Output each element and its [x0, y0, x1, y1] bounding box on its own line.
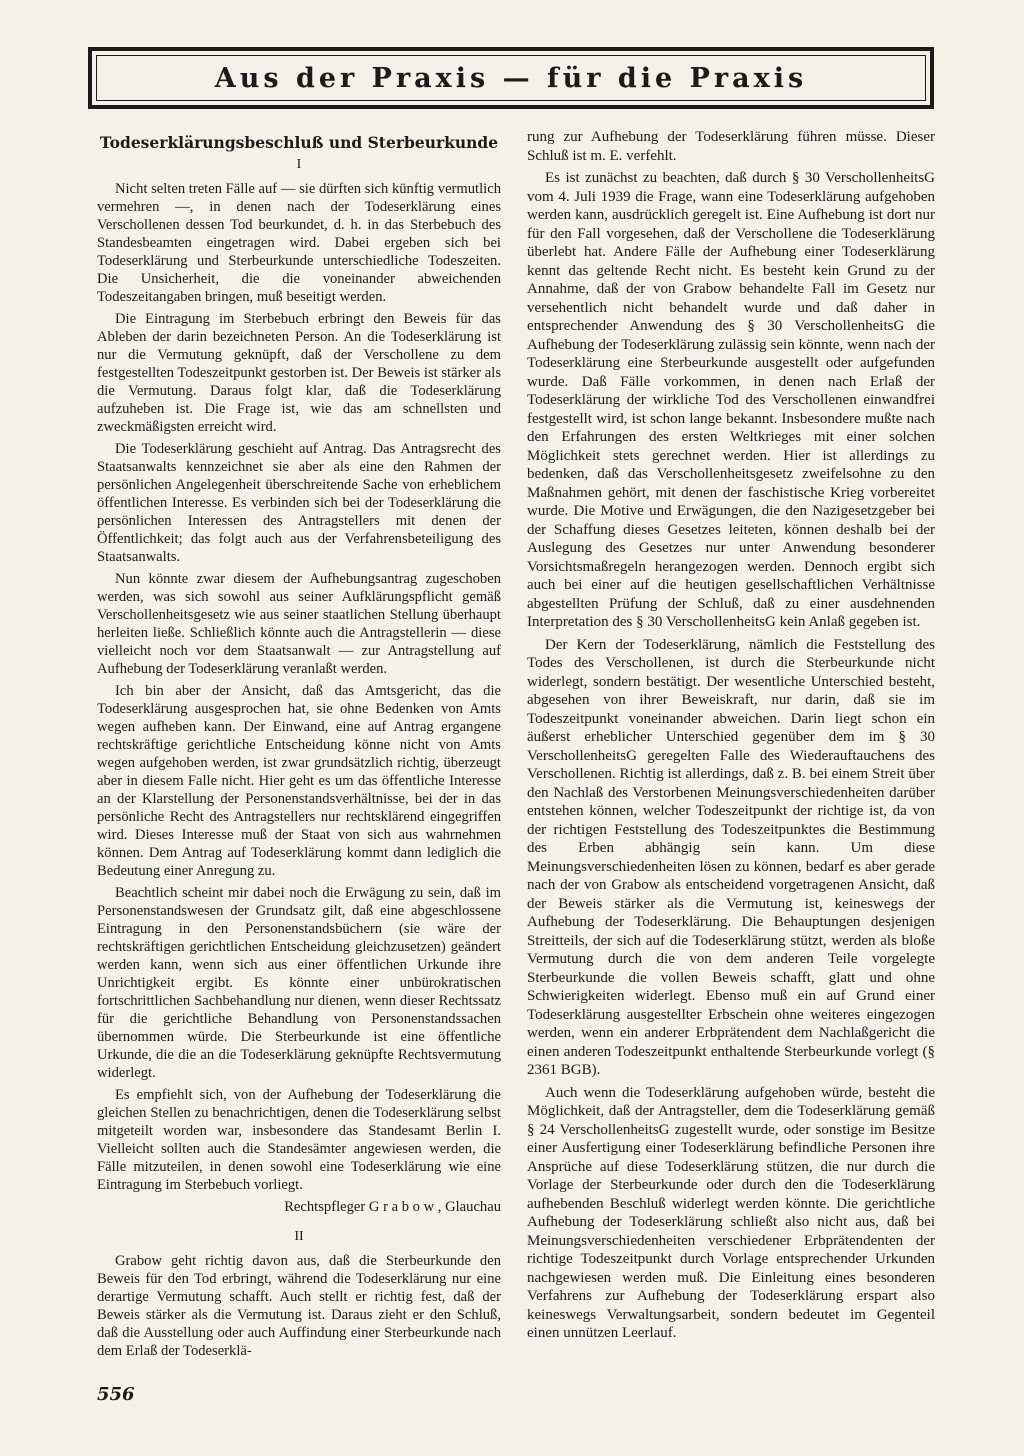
paragraph-continuation: rung zur Aufhebung der Todeserklärung führen müsse. Dieser Schluß ist m. E. verfehlt. [527, 129, 935, 164]
section-header-title: Aus der Praxis — für die Praxis [214, 62, 808, 94]
paragraph: Ich bin aber der Ansicht, daß das Amtsgericht, das die Todeserklärung ausgesprochen hat, sie ohne Bedenken von Amts wegen aufheben kann. Der Einwand, eine auf Antrag ergangene rechtskräftige gerichtliche Entscheidung könne nicht von Amts wegen aufgehoben werden, ist zwar grundsätzlich richtig, überzeugt aber in diesem Falle nicht. Hier geht es um das öffentliche Interesse an der Klarstellung der Personenstandsverhältnisse, bei der in das persönliche Recht des Antragstellers nur rechtsklärend eingegriffen wird. Dieses Interesse muß der Staat von sich aus wahrnehmen können. Dem Antrag auf Todeserklärung kommt dann lediglich die Bedeutung einer Anregung zu. [97, 683, 501, 879]
paragraph: Der Kern der Todeserklärung, nämlich die Feststellung des Todes des Verschollenen, ist durch die Sterbeurkunde nicht widerlegt, sondern bestätigt. Der wesentliche Unterschied besteht, abgesehen von ihrer Beweiskraft, nur darin, daß sie im Todeszeitpunkt voneinander abweichen. Darin liegt schon ein äußerst erheblicher Unterschied gegenüber dem im § 30 VerschollenheitsG geregelten Falle des Wiederauftauchens des Verschollenen. Richtig ist allerdings, daß z. B. bei einem Streit über den Nachlaß des Verstorbenen Meinungsverschiedenheiten darüber entstehen können, welcher Todeszeitpunkt der richtige ist, da von der richtigen Feststellung des Todeszeitpunktes die Bestimmung des Erben abhängig sein kann. Um diese Meinungsverschiedenheiten lösen zu können, bedarf es aber gerade nach der von Grabow als entscheidend vorgetragenen Ansicht, daß der Beweis stärker als die Vermutung ist, keineswegs der Aufhebung der Todeserklärung. Die Behauptungen desjenigen Streitteils, der sich auf die Todeserklärung stützt, werden als bloße Vermutung durch die von dem anderen Teile vorgelegte Sterbeurkunde die vollen Beweis schafft, glatt und ohne Schwierigkeiten widerlegt. Ebenso muß ein auf Grund einer Todeserklärung ausgestellter Erbschein ohne weiteres eingezogen werden, wenn ein anderer Erbprätendent dem Nachlaßgericht die einen anderen Todeszeitpunkt enthaltende Sterbeurkunde vorlegt (§ 2361 BGB). [527, 636, 935, 1078]
part-two-label: II [294, 1229, 304, 1244]
paragraph: Es ist zunächst zu beachten, daß durch § 30 VerschollenheitsG vom 4. Juli 1939 die Frage, wann eine Todeserklärung aufgehoben werden kann, ausdrücklich geregelt ist. Eine Aufhebung ist dort nur für den Fall vorgesehen, daß der Verschollene die Todeserklärung überlebt hat. Andere Fälle der Aufhebung einer Todeserklärung kennt das geltende Recht nicht. Es besteht kein Grund zu der Annahme, daß der von Grabow behandelte Fall im Gesetz nur versehentlich nicht behandelt wurde und daß daher in entsprechender Anwendung des § 30 VerschollenheitsG die Aufhebung der Todeserklärung zulässig sein könnte, wenn nach der Todeserklärung eine Sterbeurkunde ausgestellt oder aufgefunden wurde. Daß Fälle vorkommen, in denen nach Erlaß der Todeserklärung der wirkliche Tod des Verschollenen einwandfrei festgestellt wird, ist schon lange bekannt. Insbesondere mußte nach den Erfahrungen des ersten Weltkrieges mit einer solchen Möglichkeit stets gerechnet werden. Hier ist allerdings zu bedenken, daß das Verschollenheitsgesetz zweifelsohne zu den Maßnahmen gehört, mit denen der faschistische Krieg vorbereitet wurde. Die Motive und Erwägungen, die den Nazigesetzgeber bei der Schaffung dieses Gesetzes leiteten, können deshalb bei der Auslegung des Gesetzes nur unter Anwendung besonderer Vorsichtsmaßregeln herangezogen werden. Dennoch ergibt sich auch bei einer auf die heutigen gesellschaftlichen Verhältnisse abgestellten Prüfung der Schluß, daß zu einer ausdehnenden Interpretation des § 30 VerschollenheitsG kein Anlaß gegeben ist. [527, 170, 935, 630]
paragraph: Grabow geht richtig davon aus, daß die Sterbeurkunde den Beweis für den Tod erbringt, während die Todeserklärung nur eine derartige Vermutung schafft. Auch stellt er richtig fest, daß der Beweis stärker als die Vermutung ist. Daraus zieht er den Schluß, daß die Ausstellung oder auch Auffindung einer Sterbeurkunde nach dem Erlaß der Todeserklä- [97, 1253, 501, 1359]
section-header-box [88, 47, 934, 109]
right-column [527, 128, 935, 1347]
paragraph: Beachtlich scheint mir dabei noch die Erwägung zu sein, daß im Personenstandswesen der Grundsatz gilt, daß eine abgeschlossene Eintragung in den Personenstandsbüchern (sie wäre der rechtskräftigen gerichtlichen Entscheidung gleichzusetzen) geändert werden kann, wenn sich aus einer öffentlichen Urkunde ihre Unrichtigkeit ergibt. Es könnte einer unbürokratischen fortschrittlichen Sachbehandlung nur dienen, wenn dieser Rechtssatz für die gerichtliche Behandlung von Personenstandssachen übernommen würde. Die Sterbeurkunde ist eine öffentliche Urkunde, die die an die Todeserklärung geknüpfte Rechtsvermutung widerlegt. [97, 885, 501, 1081]
left-column [97, 128, 501, 1364]
article-title: Todeserklärungsbeschluß und Sterbeurkunde [99, 133, 499, 152]
author-signature: Rechtspfleger G r a b o w , Glauchau [284, 1199, 501, 1215]
paragraph: Nicht selten treten Fälle auf — sie dürften sich künftig vermutlich vermehren —, in denen nach der Todeserklärung eines Verschollenen dessen Tod beurkundet, d. h. in das Sterbebuch des Standesbeamten eingetragen wird. Dabei ergeben sich bei Todeserklärung und Sterbeurkunde unterschiedliche Todeszeiten. Die Unsicherheit, die die voneinander abweichenden Todeszeitangaben bringen, muß beseitigt werden. [97, 181, 501, 305]
paragraph: Auch wenn die Todeserklärung aufgehoben würde, besteht die Möglichkeit, daß der Antragsteller, dem die Todeserklärung gemäß § 24 VerschollenheitsG zugestellt wurde, oder sonstige im Besitze einer Ausfertigung einer Todeserklärung befindliche Personen ihre Ansprüche auf diese Todeserklärung stützen, die nur durch die Vorlage der Sterbeurkunde oder durch den die Todeserklärung aufhebenden Beschluß widerlegt werden könnte. Die gerichtliche Aufhebung der Todeserklärung schließt also nicht aus, daß bei Meinungsverschiedenheiten verschiedener Erbprätendenten der richtige Todeszeitpunkt durch Vorlage entsprechender Urkunden nachgewiesen werden muß. Die Einleitung eines besonderen Verfahrens zur Aufhebung der Todeserklärung erspart also keineswegs Verwaltungsarbeit, sondern bedeutet im Gegenteil einen unnützen Leerlauf. [527, 1084, 935, 1341]
part-one-label: I [296, 157, 302, 172]
paragraph: Es empfiehlt sich, von der Aufhebung der Todeserklärung die gleichen Stellen zu benachrichtigen, denen die Todeserklärung selbst mitgeteilt worden war, insbesondere das Standesamt Berlin I. Vielleicht sollten auch die Standesämter angewiesen werden, die Fälle mitzuteilen, in denen sowohl eine Todeserklärung wie eine Eintragung im Sterbebuch vorliegt. [97, 1087, 501, 1193]
paragraph: Nun könnte zwar diesem der Aufhebungsantrag zugeschoben werden, was sich sowohl aus seiner Aufklärungspflicht gemäß Verschollenheitsgesetz wie aus seiner staatlichen Stellung überhaupt herleiten ließe. Schließlich könnte auch die Antragstellerin — diese vielleicht noch vor dem Staatsanwalt — zur Antragstellung auf Aufhebung der Todeserklärung veranlaßt werden. [97, 571, 501, 677]
page-number: 556 [97, 1384, 135, 1405]
paragraph: Die Eintragung im Sterbebuch erbringt den Beweis für das Ableben der darin bezeichneten Person. An die Todeserklärung ist nur die Vermutung geknüpft, daß der Verschollene zu dem festgestellten Todeszeitpunkt gestorben ist. Der Beweis ist stärker als die Vermutung. Daraus folgt klar, daß die Todeserklärung aufzuheben ist. Die Frage ist, wie das am schnellsten und zweckmäßigsten erreicht wird. [97, 311, 501, 435]
paragraph: Die Todeserklärung geschieht auf Antrag. Das Antragsrecht des Staatsanwalts kennzeichnet sie aber als eine den Rahmen der persönlichen Angelegenheit überschreitende Sache von erheblichem öffentlichen Interesse. Es verbinden sich bei der Todeserklärung die persönlichen Interessen des Antragstellers mit denen der Öffentlichkeit; das folgt auch aus der Verfahrensbeteiligung des Staatsanwalts. [97, 441, 501, 565]
